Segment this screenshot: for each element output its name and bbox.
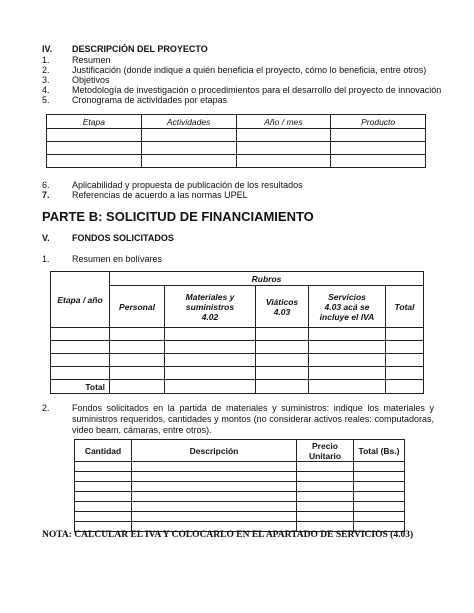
materials-table [74, 439, 405, 532]
col-etapa: Etapa [47, 115, 142, 129]
section-iv-title: DESCRIPCIÓN DEL PROYECTO [72, 44, 208, 54]
list-item: 3. Objetivos [42, 75, 110, 85]
col-materiales: Materiales y suministros 4.02 [165, 286, 256, 328]
item2-text: Fondos solicitados en la partida de materiales y suministros: indique los materiales y suministros requeridos, cantidades y montos (no considerar activos reales: computadoras, video beam, cámaras, entre otros). [72, 403, 434, 435]
col-producto: Producto [331, 115, 426, 129]
section-v-title: FONDOS SOLICITADOS [72, 233, 174, 243]
table-row [75, 492, 405, 502]
list-item: 6. Aplicabilidad y propuesta de publicación de los resultados [42, 180, 303, 190]
iva-note: NOTA: CALCULAR EL IVA Y COLOCARLO EN EL APARTADO DE SERVICIOS (4.03) [42, 530, 414, 540]
item2-number: 2. [42, 403, 50, 413]
col-etapa-anio: Etapa / año [51, 272, 110, 328]
list-item: 1. Resumen [42, 55, 111, 65]
col-viaticos: Viáticos 4.03 [256, 286, 309, 328]
list-item: 7. Referencias de acuerdo a las normas UPEL [42, 190, 248, 200]
table-row [75, 502, 405, 512]
col-anio-mes: Año / mes [236, 115, 331, 129]
table-row [47, 142, 426, 155]
table-header-row [51, 272, 424, 286]
list-item: 1. Resumen en bolívares [42, 254, 163, 264]
col-precio-unitario: Precio Unitario [297, 440, 354, 462]
section-iv-heading [42, 44, 208, 55]
table-header-row [47, 115, 426, 129]
table-row [51, 367, 424, 380]
col-cantidad: Cantidad [75, 440, 132, 462]
part-b-title: PARTE B: SOLICITUD DE FINANCIAMIENTO [42, 209, 314, 224]
col-total-bs: Total (Bs.) [354, 440, 405, 462]
funding-summary-table [50, 271, 424, 394]
col-servicios: Servicios 4.03 acá se incluye el IVA [309, 286, 386, 328]
rubros-header: Rubros [110, 272, 424, 286]
table-row [75, 512, 405, 522]
table-row [51, 341, 424, 354]
total-row-label: Total [51, 380, 110, 394]
table-row [51, 328, 424, 341]
table-row [51, 354, 424, 367]
table-row [75, 462, 405, 472]
col-descripcion: Descripción [132, 440, 297, 462]
table-row [47, 129, 426, 142]
col-total: Total [386, 286, 424, 328]
section-iv-number: IV. [42, 44, 53, 54]
section-v-heading [42, 233, 174, 244]
table-row [75, 472, 405, 482]
table-header-row [75, 440, 405, 462]
table-row [75, 482, 405, 492]
section-v-number: V. [42, 233, 50, 243]
table-row [47, 155, 426, 168]
col-actividades: Actividades [141, 115, 236, 129]
schedule-table [46, 114, 426, 168]
list-item: 4. Metodología de investigación o procedimientos para el desarrollo del proyecto de innovación [42, 85, 442, 95]
table-total-row [51, 380, 424, 394]
col-personal: Personal [110, 286, 165, 328]
list-item: 5. Cronograma de actividades por etapas [42, 95, 228, 105]
list-item: 2. Justificación (donde indique a quién beneficia el proyecto, cómo lo beneficia, entre otros) [42, 65, 427, 75]
